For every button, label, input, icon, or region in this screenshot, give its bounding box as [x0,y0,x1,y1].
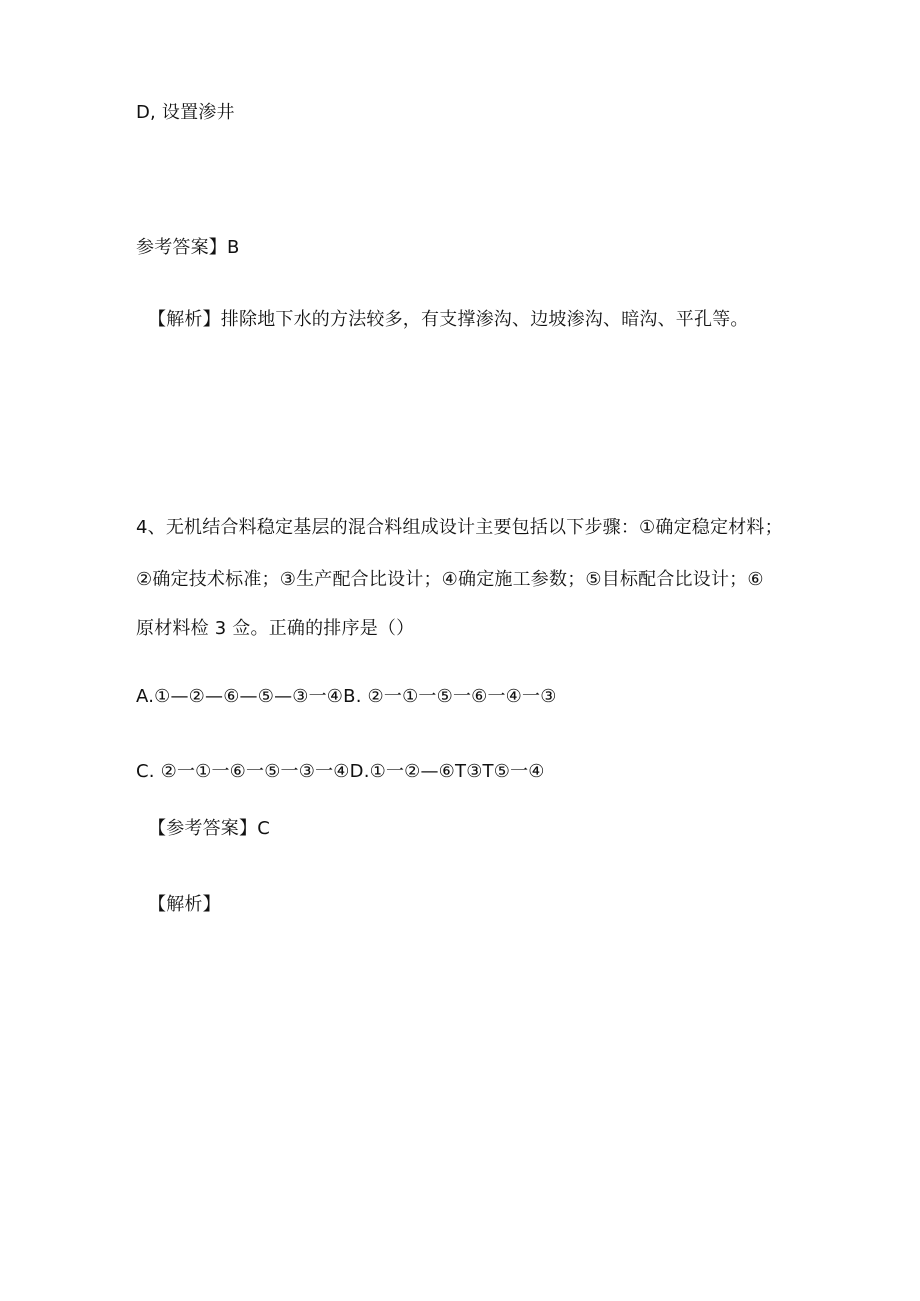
option-d: D, 设置渗井 [136,102,235,123]
question-4-reference-answer: 【参考答案】C [148,818,270,839]
question-4-stem-line-2: ②确定技术标准；③生产配合比设计；④确定施工参数；⑤目标配合比设计；⑥ [136,569,764,590]
question-4-stem-line-1: 4、无机结合料稳定基层的混合料组成设计主要包括以下步骤：①确定稳定材料； [136,517,783,538]
options-a-b: A.①—②—⑥—⑤—③一④B. ②一①一⑤一⑥一④一③ [136,686,557,707]
question-4-analysis-label: 【解析】 [148,894,221,915]
analysis-text: 【解析】排除地下水的方法较多，有支撑渗沟、边坡渗沟、暗沟、平孔等。 [148,309,749,330]
options-c-d: C. ②一①一⑥一⑤一③一④D.①一②—⑥T③T⑤一④ [136,761,545,782]
reference-answer: 参考答案】B [136,237,240,258]
question-4-stem-line-3: 原材料检 3 佥。正确的排序是（） [136,618,415,639]
